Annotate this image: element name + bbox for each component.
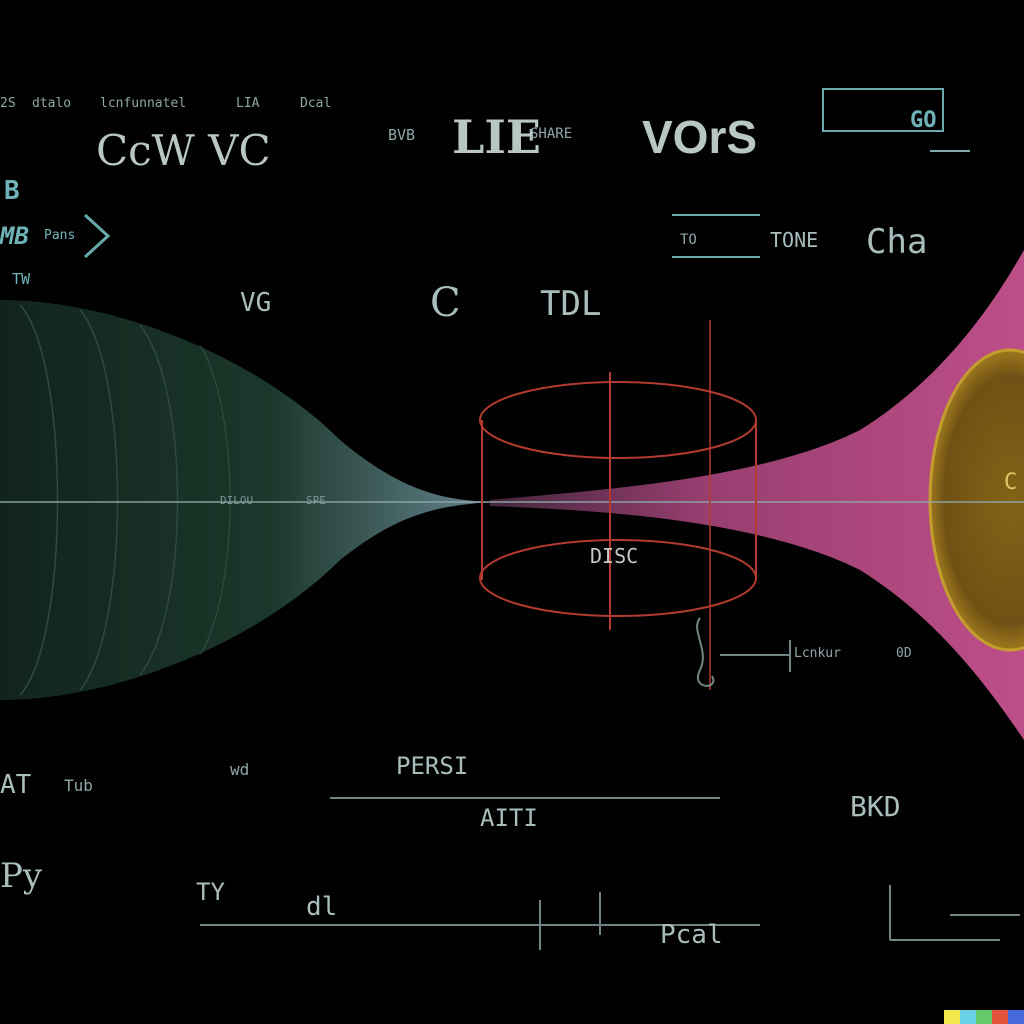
bottom-f: wd [230,760,250,779]
left-b: B [4,176,20,206]
watermark-red [992,1010,1008,1024]
bottom-b: Tub [64,776,93,795]
label-dtalo: dtalo [32,96,72,111]
left-mb: MB [0,222,29,250]
title-right: VOrS [642,111,758,163]
label-2s: 2S [0,96,16,111]
title-center-tail: SHARE [530,126,573,142]
right-row2-b: TONE [770,228,819,252]
eq-row-b: C [430,280,461,326]
topright-line [930,150,970,152]
title-center-small: BVB [388,126,416,144]
eq-row-c: TDL [540,284,602,324]
watermark-green [976,1010,992,1024]
label-dcal: Dcal [300,96,332,111]
bottom-d: AITI [480,804,538,832]
bottom-j: Pcal [660,920,723,950]
bottom-i: dl [306,892,338,922]
left-small: TW [12,270,31,288]
watermark-blue [1008,1010,1024,1024]
left-arrow-label: Pans [44,228,76,243]
bottom-a: AT [0,770,32,800]
right-circle-label: C [1004,470,1018,495]
lower-eq-b: 0D [896,646,912,661]
lower-eq: Lcnkur [794,646,841,661]
bottom-e: BKD [850,790,901,823]
axis-text: DILOU [220,494,254,507]
right-row2-a: TO [680,232,697,248]
watermark-cyan [960,1010,976,1024]
label-lia: LIA [236,96,260,111]
title-left: CcW VC [96,126,271,175]
topright-go: GO [910,108,937,133]
bottom-g: Py [0,856,43,896]
right-row2-c: Cha [866,222,928,262]
label-lcnfunnatel: lcnfunnatel [100,96,187,111]
eq-row-a: VG [240,288,272,318]
bottom-h: TY [196,878,225,906]
center-label: DISC [590,544,639,568]
bottom-c: PERSI [396,752,469,780]
title-center: LIE [452,110,541,164]
watermark-yellow [944,1010,960,1024]
axis-text-b: SPE [306,494,326,507]
